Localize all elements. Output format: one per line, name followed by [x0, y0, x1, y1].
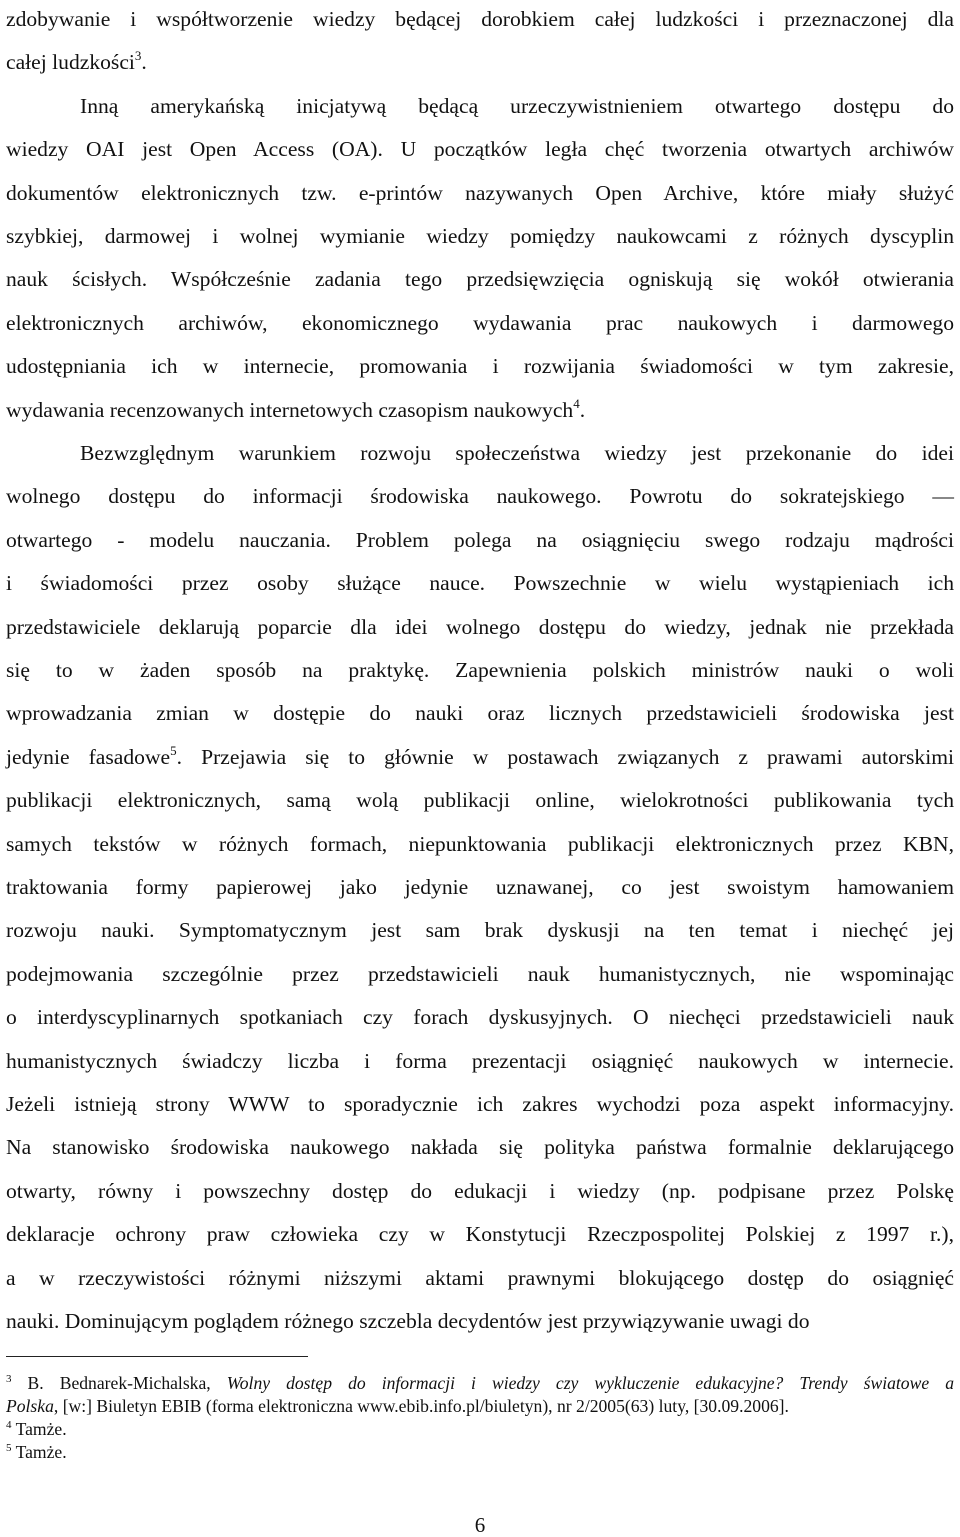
- body-line-text: przedstawiciele deklarują poparcie dla idei wolnego dostępu do wiedzy, jednak nie przekłada: [6, 614, 954, 639]
- body-line-text: zdobywanie i współtworzenie wiedzy będącej dorobkiem całej ludzkości i przeznaczonej dla: [6, 7, 954, 31]
- body-line-text: wydawania recenzowanych internetowych czasopism naukowych: [6, 397, 574, 422]
- body-line-text: i świadomości przez osoby służące nauce. Powszechnie w wielu wystąpieniach ich: [6, 571, 954, 596]
- body-line: [6, 561, 954, 605]
- body-line-text-cont: .: [141, 50, 147, 75]
- body-line: [6, 257, 954, 301]
- body-line: [6, 952, 954, 996]
- body-line-text: deklaracje ochrony praw człowieka czy w Konstytucji Rzeczpospolitej Polskiej z 1997 r.),: [6, 1222, 954, 1247]
- footnote-ref: 3: [134, 48, 142, 64]
- body-line: [6, 865, 954, 909]
- body-line: [6, 1256, 954, 1300]
- body-line-text: wprowadzania zmian w dostępie do nauki oraz licznych przedstawicieli środowiska jest: [6, 701, 954, 726]
- body-line: [6, 1082, 954, 1126]
- body-line-text: nauki. Dominującym poglądem różnego szczebla decydentów jest przywiązywanie uwagi do: [6, 1309, 810, 1333]
- body-line: [80, 431, 954, 475]
- body-line: [6, 301, 954, 345]
- footnote-5: [6, 1441, 954, 1466]
- body-line: [6, 1212, 954, 1256]
- footnote-ref: 4: [573, 395, 580, 411]
- body-line-text: humanistycznych świadczy liczba i forma prezentacji osiągnięć naukowych w internecie.: [6, 1048, 954, 1073]
- body-line: [6, 605, 954, 649]
- body-line-text: Jeżeli istnieją strony WWW to sporadycznie ich zakres wychodzi poza aspekt informacyjny.: [6, 1092, 954, 1116]
- body-line-text: traktowania formy papierowej jako jedynie uznawanej, co jest swoistym hamowaniem: [6, 875, 954, 899]
- body-line-text: samych tekstów w różnych formach, niepunktowania publikacji elektronicznych przez KBN,: [6, 831, 954, 856]
- body-line: [6, 908, 954, 952]
- body-line: [6, 40, 954, 84]
- body-line-text-cont: . Przejawia się to głównie w postawach związanych z prawami autorskimi: [176, 744, 954, 769]
- footnote-3-line-1: [6, 1372, 954, 1397]
- body-line-text: publikacji elektronicznych, samą wolą publikacji online, wielokrotności publikowania tych: [6, 788, 954, 813]
- body-line: [6, 995, 954, 1039]
- footnote-3-title: Wolny dostęp do informacji i wiedzy czy wykluczenie edukacyjne? Trendy światowe a: [226, 1373, 954, 1393]
- footnote-4: [6, 1418, 954, 1443]
- body-line-text: jedynie fasadowe: [6, 744, 171, 769]
- body-line-text: o interdyscyplinarnych spotkaniach czy forach dyskusyjnych. O niechęci przedstawicieli nauk: [6, 1005, 954, 1030]
- body-line-text: dokumentów elektronicznych tzw. e-printów nazywanych Open Archive, które miały służyć: [6, 180, 954, 205]
- body-line: [6, 1039, 954, 1083]
- body-line-text: wolnego dostępu do informacji środowiska naukowego. Powrotu do sokratejskiego —: [6, 484, 954, 509]
- body-line: [6, 474, 954, 518]
- footnote-4-number: 4: [6, 1419, 12, 1431]
- body-line: [6, 518, 954, 562]
- footnote-3-title-cont: Polska: [6, 1396, 54, 1416]
- body-line: [6, 1169, 954, 1213]
- body-line-text: szybkiej, darmowej i wolnej wymianie wiedzy pomiędzy naukowcami z różnych dyscyplin: [6, 224, 954, 248]
- body-line: [6, 691, 954, 735]
- body-line-text: nauk ścisłych. Współcześnie zadania tego przedsięwzięcia ogniskują się wokół otwierania: [6, 267, 954, 292]
- body-line: [6, 388, 954, 432]
- footnote-5-number: 5: [6, 1442, 12, 1454]
- body-line: [6, 127, 954, 171]
- body-line-text: się to w żaden sposób na praktykę. Zapewnienia polskich ministrów nauki o woli: [6, 658, 954, 682]
- body-line-text: Inną amerykańską inicjatywą będącą urzeczywistnieniem otwartego dostępu do: [80, 93, 954, 118]
- body-line-text: a w rzeczywistości różnymi niższymi aktami prawnymi blokującego dostęp do osiągnięć: [6, 1265, 954, 1290]
- body-line: [6, 735, 954, 779]
- body-line-text: udostępniania ich w internecie, promowania i rozwijania świadomości w tym zakresie,: [6, 354, 954, 379]
- body-line-text: Na stanowisko środowiska naukowego nakłada się polityka państwa formalnie deklarującego: [6, 1135, 954, 1160]
- body-line-text: elektronicznych archiwów, ekonomicznego wydawania prac naukowych i darmowego: [6, 310, 954, 335]
- body-line: [6, 214, 954, 258]
- body-line: [80, 84, 954, 128]
- footnote-separator: [6, 1356, 308, 1357]
- body-line: [6, 0, 954, 41]
- body-line: [6, 171, 954, 215]
- body-line: [6, 344, 954, 388]
- footnote-3-line-2: [6, 1395, 954, 1417]
- body-line-text-cont: .: [579, 397, 586, 422]
- body-line: [6, 822, 954, 866]
- body-line-text: całej ludzkości: [6, 50, 135, 75]
- body-line-text: wiedzy OAI jest Open Access (OA). U początków legła chęć tworzenia otwartych archiwów: [6, 137, 954, 162]
- footnote-4-text: Tamże.: [11, 1419, 67, 1439]
- body-line-text: podejmowania szczególnie przez przedstawicieli nauk humanistycznych, nie wspominając: [6, 961, 954, 986]
- body-line: [6, 648, 954, 692]
- body-line-text: Bezwzględnym warunkiem rozwoju społeczeństwa wiedzy jest przekonanie do idei: [80, 441, 954, 465]
- footnote-3-number: 3: [6, 1373, 12, 1385]
- body-line: [6, 1125, 954, 1169]
- body-line-text: otwarty, równy i powszechny dostęp do edukacji i wiedzy (np. podpisane przez Polskę: [6, 1178, 954, 1203]
- body-line: [6, 778, 954, 822]
- page-number: 6: [474, 1513, 486, 1537]
- footnote-3-author: B. Bednarek-Michalska,: [11, 1373, 227, 1393]
- footnote-ref: 5: [170, 742, 177, 758]
- body-line: [6, 1299, 954, 1343]
- footnote-3-source: , [w:] Biuletyn EBIB (forma elektroniczna www.ebib.info.pl/biuletyn), nr 2/2005(63) luty, [30.09.2006].: [53, 1396, 789, 1416]
- body-line-text: otwartego - modelu nauczania. Problem polega na osiągnięciu swego rodzaju mądrości: [6, 527, 954, 552]
- footnote-5-text: Tamże.: [11, 1442, 67, 1462]
- body-line-text: rozwoju nauki. Symptomatycznym jest sam brak dyskusji na ten temat i niechęć jej: [6, 918, 954, 943]
